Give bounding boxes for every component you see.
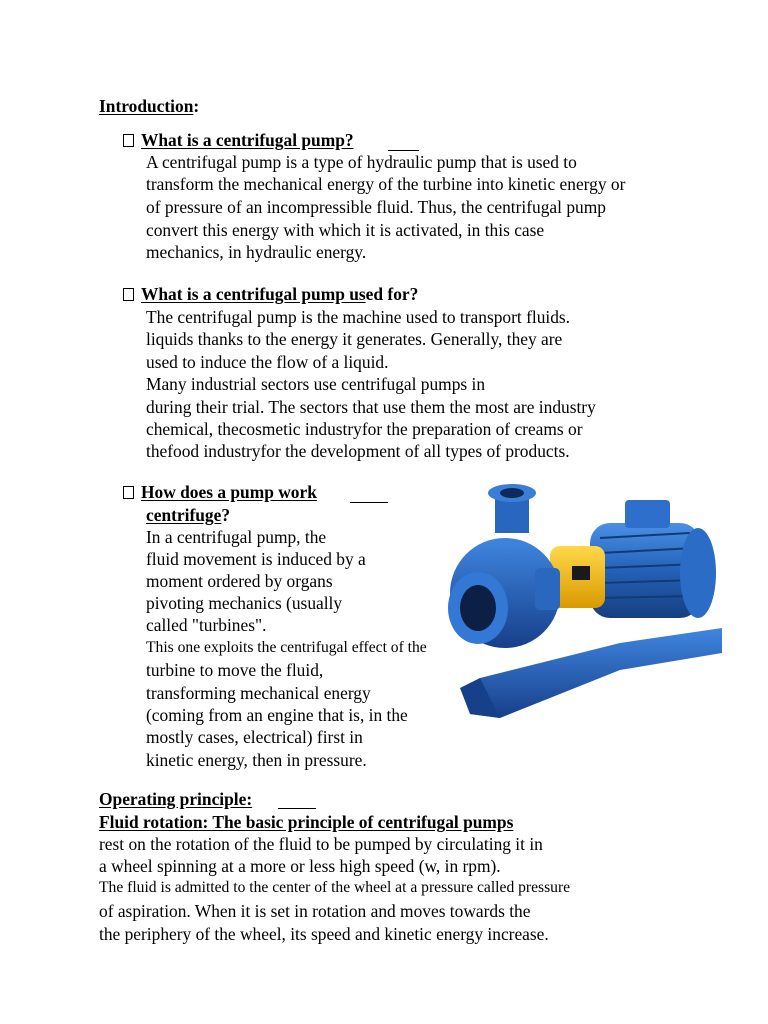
operating-text-line: the periphery of the wheel, its speed and kinetic energy increase.: [99, 924, 549, 944]
q2-text-line: during their trial. The sectors that use them the most are industry: [146, 397, 596, 417]
underline-fill: [278, 808, 316, 809]
q2-text-line: thefood industryfor the development of all types of products.: [146, 441, 570, 461]
q2-text-line: Many industrial sectors use centrifugal pumps in: [146, 374, 486, 394]
q3-text-line: This one exploits the centrifugal effect of the: [146, 639, 427, 656]
q3-text-line: transforming mechanical energy: [146, 683, 371, 703]
q3-text-line: moment ordered by organs: [146, 571, 333, 591]
question-how-pump-works: How does a pump work: [123, 481, 317, 503]
q3-text-line: kinetic energy, then in pressure.: [146, 750, 367, 770]
q3-text-line: called "turbines".: [146, 615, 267, 635]
bearing-housing: [535, 568, 560, 610]
q3-text-line: mostly cases, electrical) first in: [146, 727, 363, 747]
q1-text-line: of pressure of an incompressible fluid. Thus, the centrifugal pump: [146, 197, 606, 217]
q1-text-line: convert this energy with which it is activated, in this case: [146, 220, 545, 240]
q3-text-line: turbine to move the fluid,: [146, 660, 324, 680]
operating-text-line: The fluid is admitted to the center of the wheel at a pressure called pressure: [99, 879, 571, 896]
terminal-box: [625, 500, 670, 528]
introduction-heading: Introduction:: [99, 96, 200, 116]
checkbox-glyph-icon: [123, 288, 134, 301]
motor-end-cap: [680, 528, 716, 618]
question-how-pump-works-line2: centrifuge?: [146, 505, 231, 525]
q3-text-line: pivoting mechanics (usually: [146, 593, 343, 613]
q1-text-line: transform the mechanical energy of the turbine into kinetic energy or: [146, 174, 626, 194]
operating-text-line: a wheel spinning at a more or less high speed (w, in rpm).: [99, 856, 501, 876]
q1-text-line: mechanics, in hydraulic energy.: [146, 242, 367, 262]
q3-text-line: In a centrifugal pump, the: [146, 527, 327, 547]
q2-text-line: chemical, thecosmetic industryfor the preparation of creams or: [146, 419, 583, 439]
checkbox-glyph-icon: [123, 134, 134, 147]
q1-text-line: A centrifugal pump is a type of hydraulic pump that is used to: [146, 152, 577, 172]
q3-text-line: (coming from an engine that is, in the: [146, 705, 408, 725]
operating-principle-heading: Operating principle:: [99, 789, 253, 809]
q3-text-line: fluid movement is induced by a: [146, 549, 366, 569]
q2-text-line: liquids thanks to the energy it generates. Generally, they are: [146, 329, 563, 349]
coupling-label: [572, 566, 590, 580]
suction-opening: [460, 585, 496, 631]
q2-text-line: The centrifugal pump is the machine used to transport fluids.: [146, 307, 571, 327]
underline-fill: [350, 502, 388, 503]
question-what-is-pump: What is a centrifugal pump?: [123, 129, 354, 151]
centrifugal-pump-illustration: [440, 478, 726, 740]
discharge-opening: [500, 488, 524, 498]
operating-text-line: rest on the rotation of the fluid to be pumped by circulating it in: [99, 834, 543, 854]
operating-text-line: of aspiration. When it is set in rotation and moves towards the: [99, 901, 531, 921]
question-pump-used-for: What is a centrifugal pump used for?: [123, 283, 418, 305]
q2-text-line: used to induce the flow of a liquid.: [146, 352, 389, 372]
checkbox-glyph-icon: [123, 486, 134, 499]
fluid-rotation-subheading: Fluid rotation: The basic principle of centrifugal pumps: [99, 812, 514, 832]
